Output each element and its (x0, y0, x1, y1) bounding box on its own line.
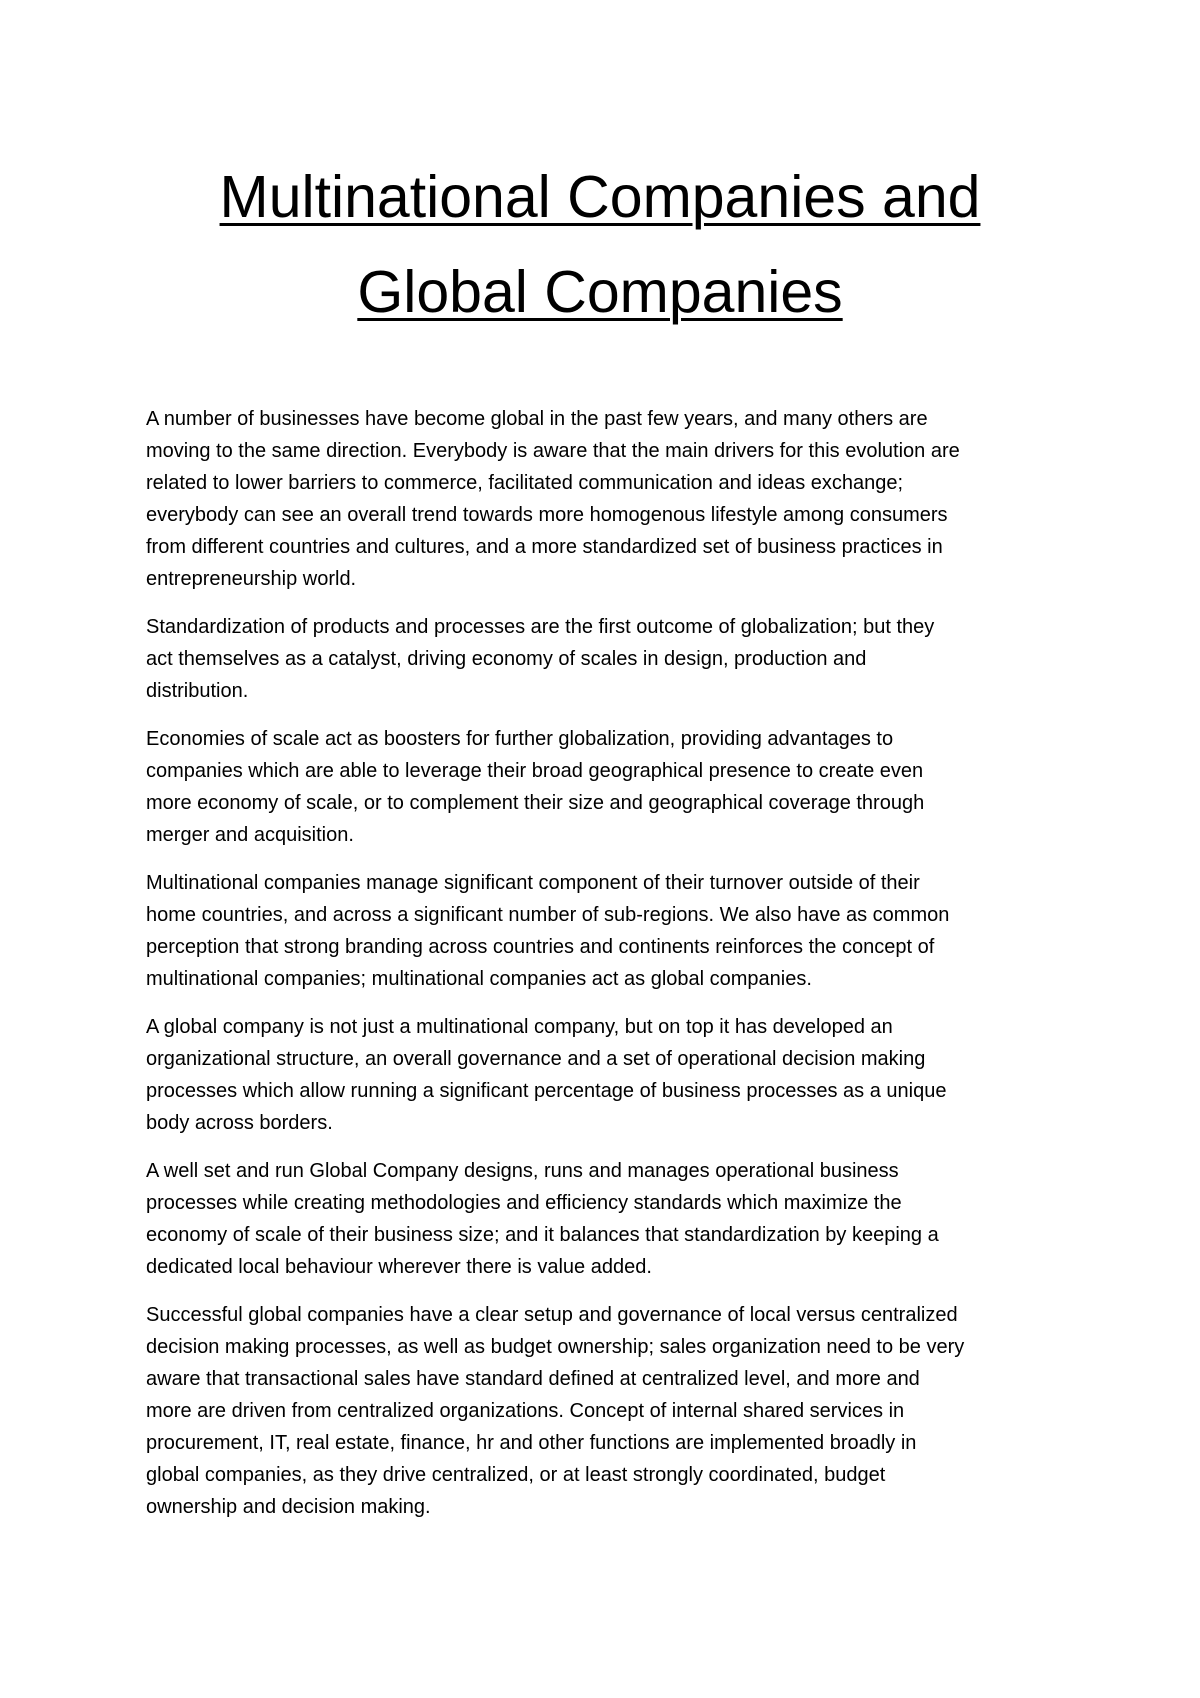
paragraph-line: companies which are able to leverage their broad geographical presence to create even (146, 760, 924, 782)
paragraph-1 (146, 403, 1086, 595)
paragraph-line: A well set and run Global Company designs, runs and manages operational business (146, 1160, 899, 1182)
paragraph-line: ownership and decision making. (146, 1496, 431, 1518)
paragraph-line: everybody can see an overall trend towards more homogenous lifestyle among consumers (146, 504, 948, 526)
document-body (146, 403, 1086, 1539)
paragraph-line: Successful global companies have a clear setup and governance of local versus centralized (146, 1304, 958, 1326)
paragraph-line: entrepreneurship world. (146, 568, 357, 590)
paragraph-line: distribution. (146, 680, 249, 702)
paragraph-line: A number of businesses have become global in the past few years, and many others are (146, 408, 928, 430)
paragraph-line: multinational companies; multinational companies act as global companies. (146, 968, 812, 990)
paragraph-line: A global company is not just a multinational company, but on top it has developed an (146, 1016, 893, 1038)
paragraph-4 (146, 867, 1086, 995)
paragraph-line: more economy of scale, or to complement their size and geographical coverage through (146, 792, 925, 814)
paragraph-line: perception that strong branding across countries and continents reinforces the concept of (146, 936, 935, 958)
paragraph-line: decision making processes, as well as budget ownership; sales organization need to be very (146, 1336, 965, 1358)
paragraph-3 (146, 723, 1086, 851)
paragraph-line: processes while creating methodologies and efficiency standards which maximize the (146, 1192, 902, 1214)
paragraph-line: Economies of scale act as boosters for further globalization, providing advantages to (146, 728, 894, 750)
paragraph-line: home countries, and across a significant number of sub-regions. We also have as common (146, 904, 950, 926)
paragraph-line: dedicated local behaviour wherever there is value added. (146, 1256, 652, 1278)
paragraph-line: Standardization of products and processes are the first outcome of globalization; but they (146, 616, 935, 638)
paragraph-line: Multinational companies manage significant component of their turnover outside of their (146, 872, 920, 894)
paragraph-line: more are driven from centralized organizations. Concept of internal shared services in (146, 1400, 905, 1422)
paragraph-6 (146, 1155, 1086, 1283)
paragraph-line: from different countries and cultures, and a more standardized set of business practices in (146, 536, 943, 558)
paragraph-line: economy of scale of their business size; and it balances that standardization by keeping a (146, 1224, 939, 1246)
paragraph-line: act themselves as a catalyst, driving economy of scales in design, production and (146, 648, 867, 670)
paragraph-line: organizational structure, an overall governance and a set of operational decision making (146, 1048, 926, 1070)
document-title-line-2: Global Companies (357, 259, 843, 325)
paragraph-line: procurement, IT, real estate, finance, hr and other functions are implemented broadly in (146, 1432, 917, 1454)
paragraph-line: merger and acquisition. (146, 824, 354, 846)
paragraph-7 (146, 1299, 1086, 1523)
paragraph-2 (146, 611, 1086, 707)
document-title-line-1: Multinational Companies and (219, 164, 981, 230)
paragraph-line: processes which allow running a significant percentage of business processes as a unique (146, 1080, 947, 1102)
paragraph-line: global companies, as they drive centralized, or at least strongly coordinated, budget (146, 1464, 886, 1486)
paragraph-line: body across borders. (146, 1112, 333, 1134)
paragraph-line: moving to the same direction. Everybody is aware that the main drivers for this evolution are (146, 440, 960, 462)
document-title (100, 150, 1100, 340)
paragraph-line: aware that transactional sales have standard defined at centralized level, and more and (146, 1368, 920, 1390)
paragraph-5 (146, 1011, 1086, 1139)
paragraph-line: related to lower barriers to commerce, facilitated communication and ideas exchange; (146, 472, 904, 494)
